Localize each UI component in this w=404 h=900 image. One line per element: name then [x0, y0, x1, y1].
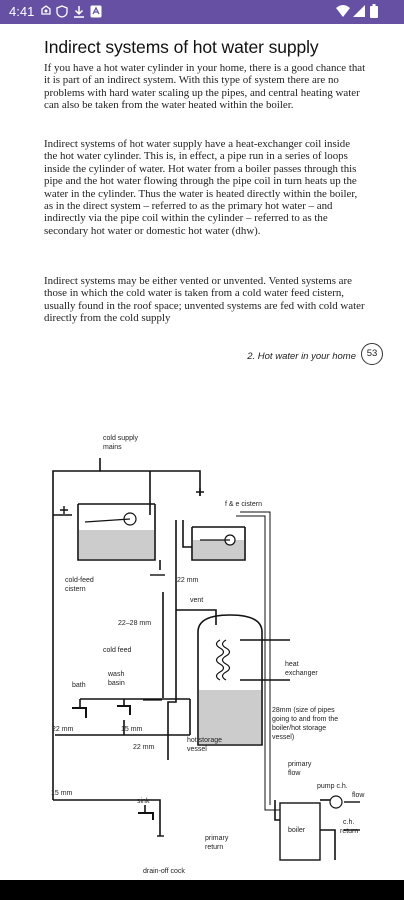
label-flow: flow: [352, 792, 365, 799]
bath-tap-icon: [72, 708, 86, 718]
label-22mm-b: 22 mm: [52, 726, 74, 733]
heat-exchanger-coil: [217, 640, 230, 680]
status-bar: [0, 0, 404, 24]
label-drain-off: drain-off cock: [143, 868, 185, 875]
label-22-28mm: 22–28 mm: [118, 620, 152, 627]
vessel-water: [199, 690, 261, 744]
label-primary-return-2: return: [205, 844, 224, 851]
label-wash: wash: [108, 671, 125, 678]
label-28mm-4: vessel): [272, 734, 295, 741]
label-sink: sink: [137, 798, 150, 805]
label-cold-feed-pipe: cold feed: [103, 647, 132, 654]
label-bath: bath: [72, 682, 86, 689]
label-fe-cistern: f & e cistern: [225, 501, 262, 508]
label-heat: heat: [285, 661, 299, 668]
download-icon: [73, 5, 85, 18]
basin-tap-icon: [117, 706, 130, 715]
cell-signal-icon: [353, 5, 365, 17]
label-primary-return-1: primary: [205, 835, 229, 842]
label-22mm-a: 22 mm: [177, 577, 199, 584]
label-pump: pump c.h.: [317, 783, 348, 790]
paragraph-3: Indirect systems may be either vented or unvented. Vented systems are those in which the cold water is taken from a cold water feed cistern, usually found in the roof space; unvented systems are fed with cold water directly from the cold supply: [44, 275, 365, 325]
label-28mm-1: 28mm (size of pipes: [272, 707, 335, 714]
label-mains: mains: [103, 444, 122, 451]
cold-feed-cistern-water: [79, 530, 154, 559]
label-cistern: cistern: [65, 586, 86, 593]
sink-tap-icon: [138, 813, 153, 820]
label-ch-return-1: c.h.: [343, 819, 355, 826]
label-vessel: vessel: [187, 746, 207, 753]
label-basin: basin: [108, 680, 125, 687]
label-15mm-a: 15 mm: [121, 726, 143, 733]
pump-icon: [330, 796, 342, 808]
label-15mm-b: 15 mm: [51, 790, 73, 797]
label-exchanger: exchanger: [285, 670, 318, 677]
paragraph-1: If you have a hot water cylinder in your home, there is a good chance that it is part of an indirect system. With this type of system there are no problems with hard water scaling up the pipes, and central heating water can also be taken from the water heated within the boiler.: [44, 62, 366, 112]
battery-icon: [370, 4, 378, 18]
paragraph-2: Indirect systems of hot water supply have a heat-exchanger coil inside the hot water cylinder. This is, in effect, a pipe run in a series of loops inside the cylinder of water. Hot water from a boiler passes through this pipe and the hot water flowing through the pipe coil in turn heats up the water in the cylinder. Thus the water is heated directly within the boiler, as in the direct system – referred to as the primary hot water – and indirectly via the pipe coil within the cylinder – referred to as the secondary hot water or domestic hot water (dhw).: [44, 138, 358, 237]
label-cold-supply: cold supply: [103, 435, 139, 442]
navigation-bar: [0, 880, 404, 900]
status-time: 4:41: [9, 4, 35, 19]
stopcock-icon: [196, 488, 204, 496]
page-number: 53: [361, 343, 383, 365]
label-vent: vent: [190, 597, 204, 604]
label-primary-flow-1: primary: [288, 761, 312, 768]
stopcock-icon: [60, 506, 68, 514]
fe-cistern-water: [193, 540, 244, 559]
notification-icon: [40, 5, 52, 17]
label-boiler: boiler: [288, 827, 306, 834]
label-cold-feed: cold-feed: [65, 577, 94, 584]
label-22mm-c: 22 mm: [133, 744, 155, 751]
label-primary-flow-2: flow: [288, 770, 301, 777]
wifi-icon: [336, 5, 350, 17]
privacy-shield-icon: [56, 5, 68, 18]
label-28mm-3: boiler/hot storage: [272, 725, 327, 732]
news-app-icon: [90, 5, 102, 18]
label-ch-return-2: return: [340, 828, 359, 835]
page-title: Indirect systems of hot water supply: [44, 37, 319, 57]
label-28mm-2: going to and from the: [272, 716, 339, 723]
chapter-footer: 2. Hot water in your home: [247, 351, 356, 362]
hot-water-system-diagram: [0, 400, 404, 880]
label-hot-storage: hot storage: [187, 737, 223, 744]
